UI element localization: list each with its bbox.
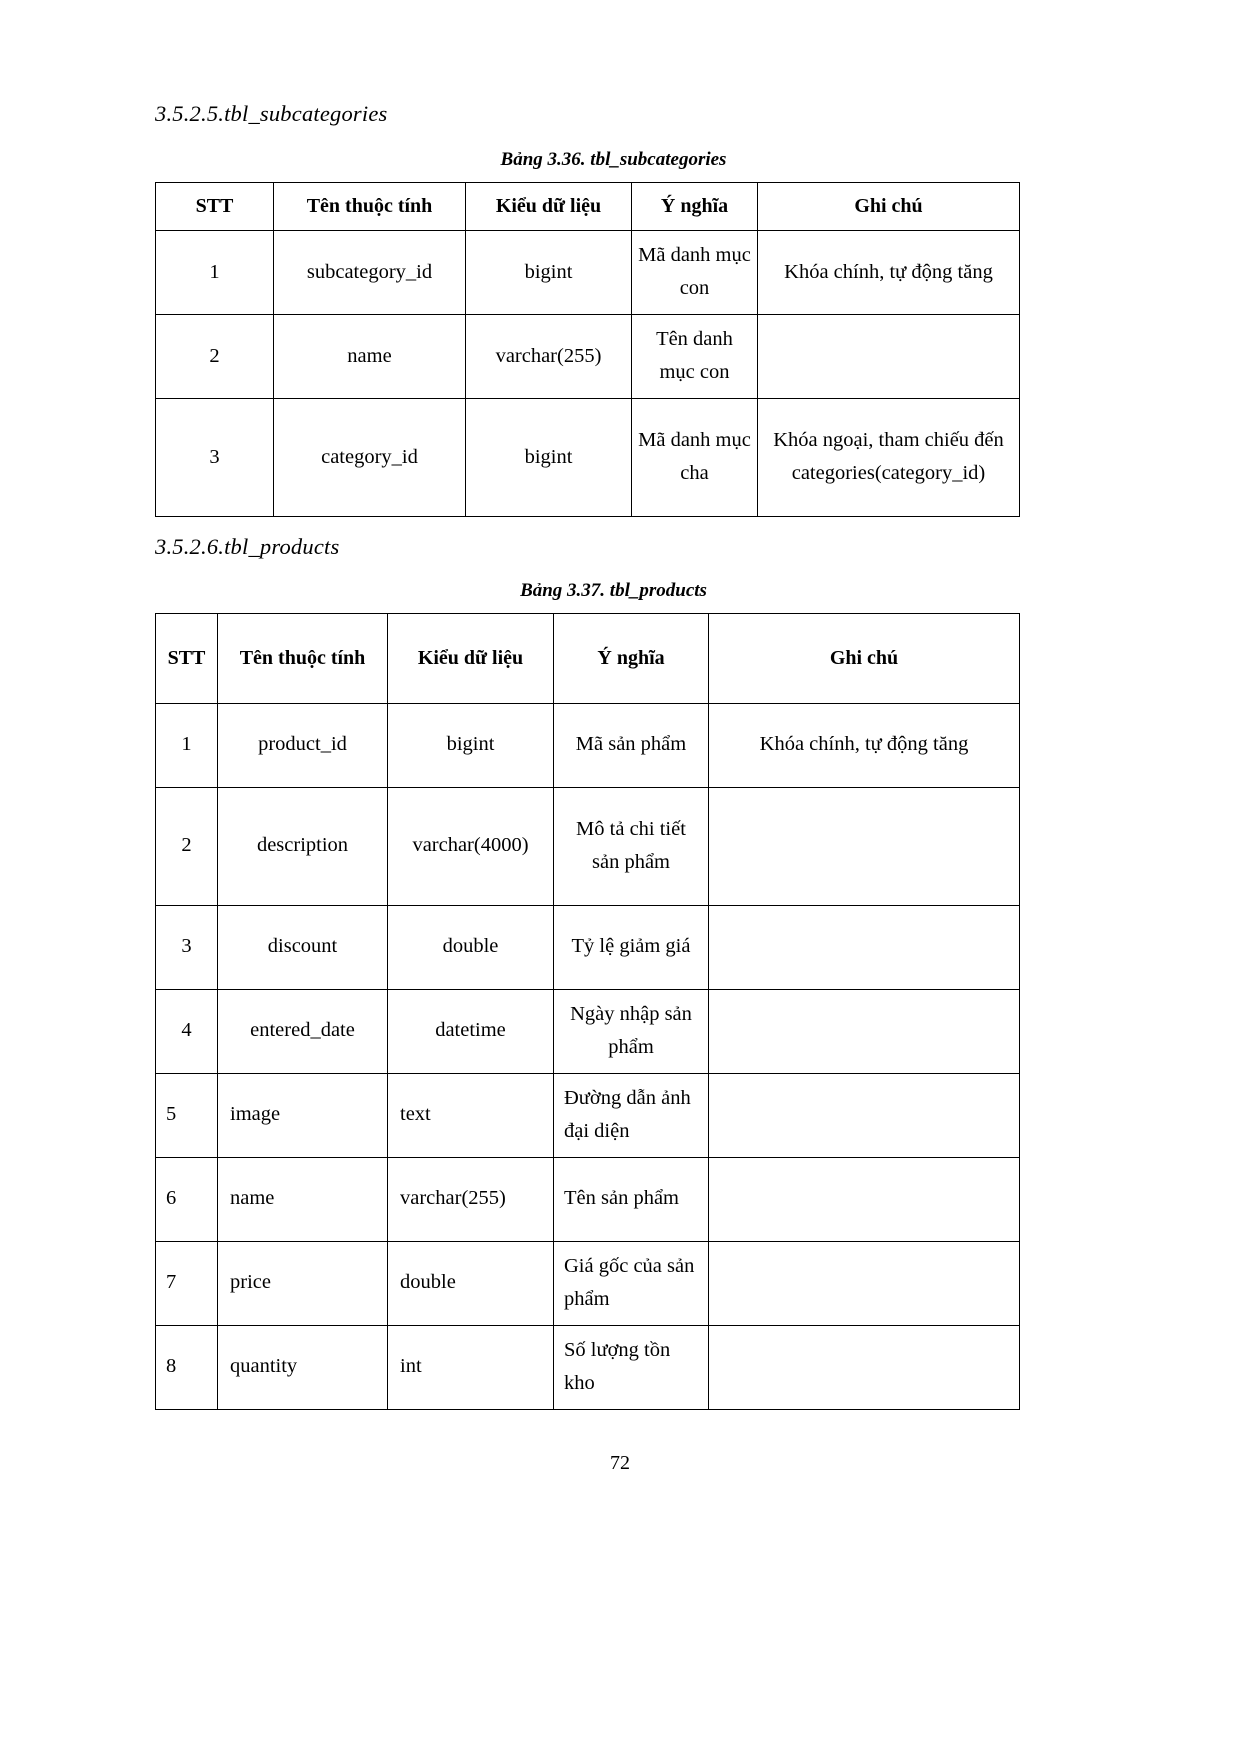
table-subcategories <box>155 182 1020 517</box>
cell-meaning: Mã sản phẩm <box>554 703 709 787</box>
cell-datatype: text <box>388 1073 554 1157</box>
column-header-attribute: Tên thuộc tính <box>218 613 388 703</box>
table-header <box>156 613 1020 703</box>
cell-meaning: Giá gốc của sản phẩm <box>554 1241 709 1325</box>
cell-note: Khóa ngoại, tham chiếu đến categories(category_id) <box>758 398 1020 516</box>
cell-datatype: varchar(4000) <box>388 787 554 905</box>
cell-note <box>709 787 1020 905</box>
column-header-note: Ghi chú <box>758 182 1020 230</box>
column-header-datatype: Kiểu dữ liệu <box>466 182 632 230</box>
table-row <box>156 787 1020 905</box>
cell-stt: 2 <box>156 314 274 398</box>
column-header-stt: STT <box>156 182 274 230</box>
cell-note <box>709 905 1020 989</box>
cell-attribute: subcategory_id <box>274 230 466 314</box>
cell-attribute: category_id <box>274 398 466 516</box>
cell-meaning: Tên danh mục con <box>632 314 758 398</box>
cell-note <box>758 314 1020 398</box>
table-row <box>156 1157 1020 1241</box>
cell-datatype: bigint <box>466 230 632 314</box>
table-row <box>156 703 1020 787</box>
table-header <box>156 182 1020 230</box>
cell-attribute: name <box>274 314 466 398</box>
cell-stt: 5 <box>156 1073 218 1157</box>
cell-meaning: Đường dẫn ảnh đại diện <box>554 1073 709 1157</box>
cell-note <box>709 1241 1020 1325</box>
cell-datatype: bigint <box>388 703 554 787</box>
cell-stt: 4 <box>156 989 218 1073</box>
table-caption-subcategories: Bảng 3.36. tbl_subcategories <box>500 149 727 170</box>
table-row <box>156 905 1020 989</box>
table-row <box>156 398 1020 516</box>
cell-stt: 2 <box>156 787 218 905</box>
cell-datatype: double <box>388 1241 554 1325</box>
table-row <box>156 1325 1020 1409</box>
cell-datatype: datetime <box>388 989 554 1073</box>
section-heading-products: 3.5.2.6.tbl_products <box>155 533 340 559</box>
cell-datatype: double <box>388 905 554 989</box>
page-number: 72 <box>610 1452 630 1474</box>
table-row <box>156 989 1020 1073</box>
cell-datatype: int <box>388 1325 554 1409</box>
cell-meaning: Ngày nhập sản phẩm <box>554 989 709 1073</box>
section-heading-subcategories: 3.5.2.5.tbl_subcategories <box>155 101 388 126</box>
table-products <box>155 613 1020 1410</box>
table-row <box>156 314 1020 398</box>
cell-stt: 8 <box>156 1325 218 1409</box>
table-row <box>156 1073 1020 1157</box>
cell-note: Khóa chính, tự động tăng <box>758 230 1020 314</box>
cell-meaning: Mô tả chi tiết sản phẩm <box>554 787 709 905</box>
cell-stt: 1 <box>156 703 218 787</box>
cell-stt: 1 <box>156 230 274 314</box>
column-header-meaning: Ý nghĩa <box>554 613 709 703</box>
table-header-row <box>156 613 1020 703</box>
cell-meaning: Tỷ lệ giảm giá <box>554 905 709 989</box>
cell-attribute: description <box>218 787 388 905</box>
table-body <box>156 230 1020 516</box>
cell-stt: 3 <box>156 905 218 989</box>
table-row <box>156 230 1020 314</box>
cell-datatype: bigint <box>466 398 632 516</box>
cell-datatype: varchar(255) <box>466 314 632 398</box>
cell-note <box>709 1325 1020 1409</box>
column-header-meaning: Ý nghĩa <box>632 182 758 230</box>
cell-datatype: varchar(255) <box>388 1157 554 1241</box>
column-header-attribute: Tên thuộc tính <box>274 182 466 230</box>
cell-meaning: Số lượng tồn kho <box>554 1325 709 1409</box>
cell-meaning: Tên sản phẩm <box>554 1157 709 1241</box>
table-caption-products: Bảng 3.37. tbl_products <box>520 579 707 601</box>
column-header-datatype: Kiểu dữ liệu <box>388 613 554 703</box>
cell-attribute: image <box>218 1073 388 1157</box>
cell-note <box>709 1073 1020 1157</box>
table-body <box>156 703 1020 1409</box>
cell-note <box>709 1157 1020 1241</box>
cell-attribute: name <box>218 1157 388 1241</box>
cell-attribute: quantity <box>218 1325 388 1409</box>
cell-meaning: Mã danh mục con <box>632 230 758 314</box>
column-header-note: Ghi chú <box>709 613 1020 703</box>
cell-attribute: price <box>218 1241 388 1325</box>
cell-note <box>709 989 1020 1073</box>
cell-stt: 7 <box>156 1241 218 1325</box>
cell-stt: 3 <box>156 398 274 516</box>
cell-stt: 6 <box>156 1157 218 1241</box>
cell-attribute: product_id <box>218 703 388 787</box>
cell-attribute: entered_date <box>218 989 388 1073</box>
cell-note: Khóa chính, tự động tăng <box>709 703 1020 787</box>
table-header-row <box>156 182 1020 230</box>
column-header-stt: STT <box>156 613 218 703</box>
table-row <box>156 1241 1020 1325</box>
cell-attribute: discount <box>218 905 388 989</box>
cell-meaning: Mã danh mục cha <box>632 398 758 516</box>
